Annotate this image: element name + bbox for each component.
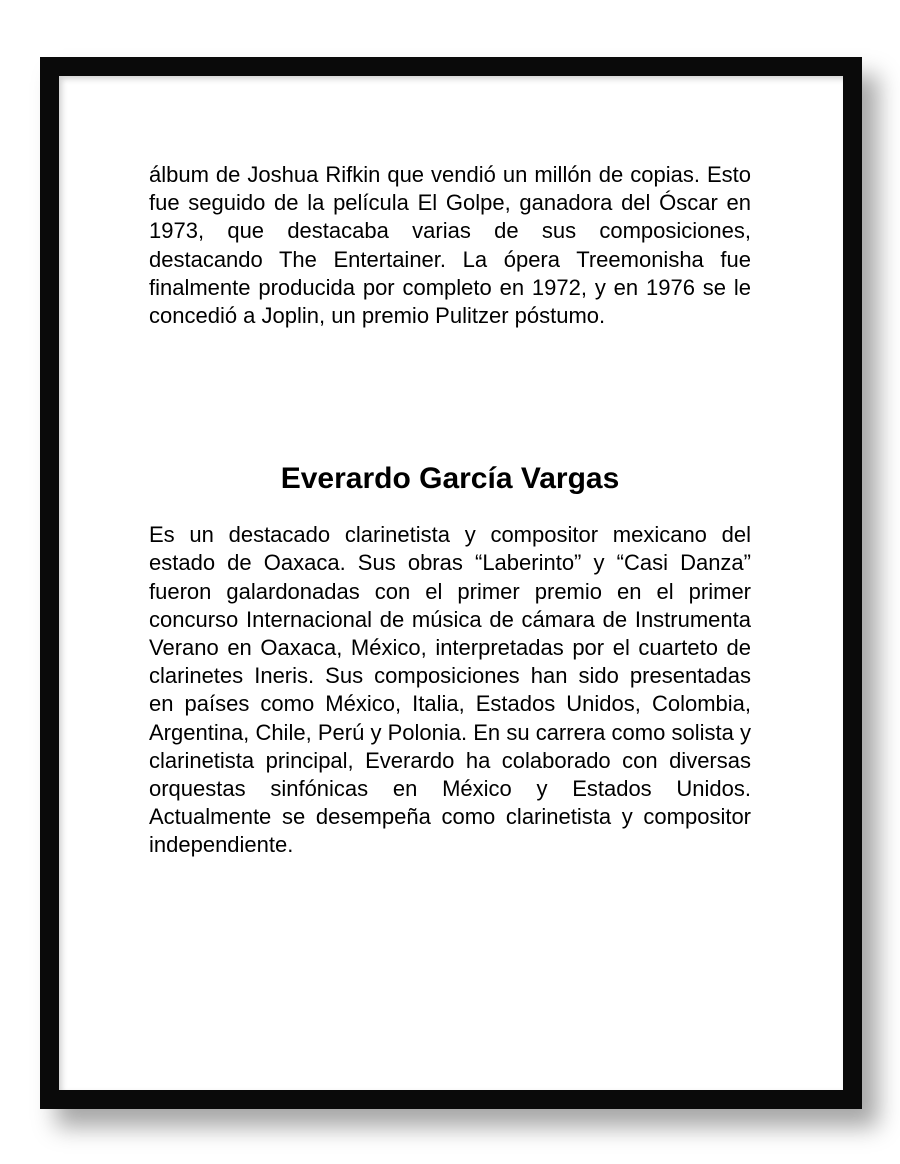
intro-paragraph: álbum de Joshua Rifkin que vendió un millón de copias. Esto fue seguido de la película El Golpe, ganadora del Óscar en 1973, que destacaba varias de sus composiciones, destacando The Entertainer. La ópera Treemonisha fue finalmente producida por completo en 1972, y en 1976 se le concedió a Joplin, un premio Pulitzer póstumo. <box>149 162 751 329</box>
picture-frame <box>40 57 862 1109</box>
section-paragraph: Es un destacado clarinetista y compositor mexicano del estado de Oaxaca. Sus obras “Laberinto” y “Casi Danza” fueron galardonadas con el primer premio en el primer concurso Internacional de música de cámara de Instrumenta Verano en Oaxaca, México, interpretadas por el cuarteto de clarinetes Ineris. Sus composiciones han sido presentadas en países como México, Italia, Estados Unidos, Colombia, Argentina, Chile, Perú y Polonia. En su carrera como solista y clarinetista principal, Everardo ha colaborado con diversas orquestas sinfónicas en México y Estados Unidos. Actualmente se desempeña como clarinetista y compositor independiente. <box>149 522 751 858</box>
section-title: Everardo García Vargas <box>280 462 620 496</box>
framed-page <box>59 76 843 1090</box>
page-content <box>149 161 751 860</box>
